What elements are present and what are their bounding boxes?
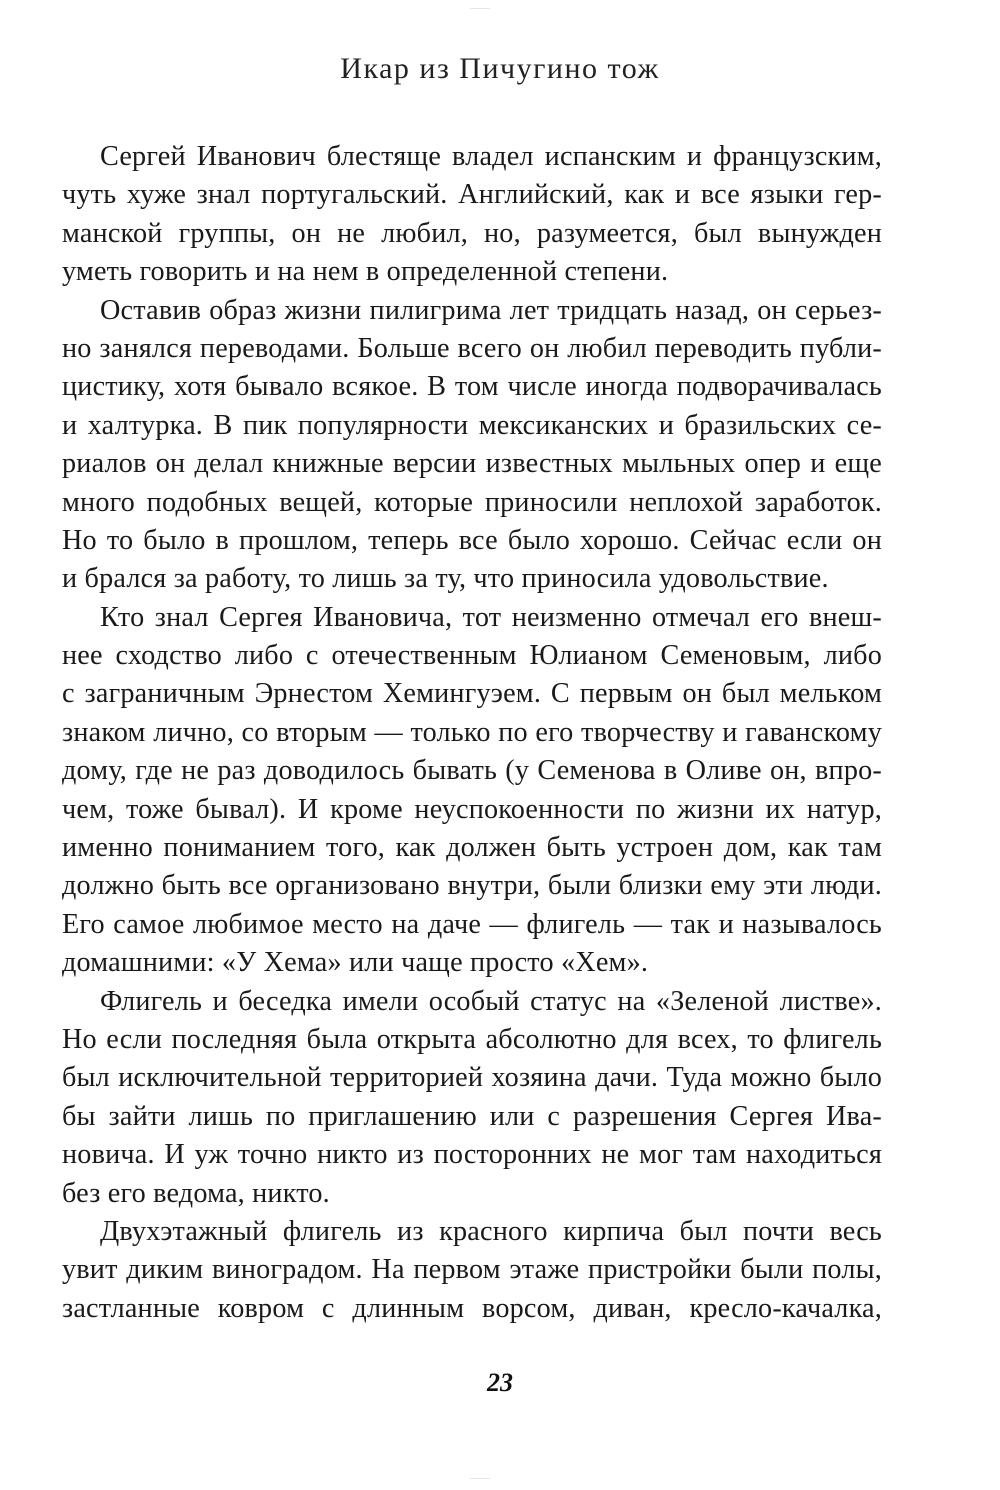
text-line: чем, тоже бывал). И кроме неуспокоенности по жизни их натур, <box>62 793 882 825</box>
page-number: 23 <box>487 1368 513 1397</box>
text-line: много подобных вещей, которые приносили неплохой заработок. <box>62 486 882 518</box>
text-line: уметь говорить и на нем в определенной степени. <box>62 256 669 288</box>
text-line: манской группы, он не любил, но, разумеется, был вынужден <box>62 217 882 249</box>
bottom-margin-mark <box>470 1478 490 1485</box>
text-line: Но то было в прошлом, теперь все было хорошо. Сейчас если он <box>62 524 882 556</box>
text-line: увит диким виноградом. На первом этаже пристройки были полы, <box>62 1254 882 1286</box>
text-line: знаком лично, со вторым — только по его творчеству и гаванскому <box>62 716 882 748</box>
text-line: Но если последняя была открыта абсолютно для всех, то флигель <box>62 1023 882 1055</box>
text-line: и брался за работу, то лишь за ту, что приносила удовольствие. <box>62 563 829 595</box>
text-line: был исключительной территорией хозяина дачи. Туда можно было <box>62 1062 882 1094</box>
text-line: Флигель и беседка имели особый статус на «Зеленой листве». <box>100 985 882 1017</box>
text-line: Двухэтажный флигель из красного кирпича был почти весь <box>100 1215 882 1247</box>
text-line: нее сходство либо с отечественным Юлианом Семеновым, либо <box>62 640 882 672</box>
body-text <box>62 138 882 1328</box>
top-margin-mark <box>470 8 490 15</box>
text-line: должно быть все организовано внутри, были близки ему эти люди. <box>62 870 882 902</box>
text-line: домашними: «У Хема» или чаще просто «Хем». <box>62 947 649 979</box>
text-line: риалов он делал книжные версии известных мыльных опер и еще <box>62 448 882 480</box>
text-line: цистику, хотя бывало всякое. В том числе иногда подворачивалась <box>62 371 882 403</box>
text-line: застланные ковром с длинным ворсом, диван, кресло-качалка, <box>62 1292 882 1324</box>
text-line: чуть хуже знал португальский. Английский, как и все языки гер- <box>62 179 882 211</box>
text-line: без его ведома, никто. <box>62 1177 330 1209</box>
text-line: именно пониманием того, как должен быть устроен дом, как там <box>62 832 882 864</box>
text-line: но занялся переводами. Больше всего он любил переводить публи- <box>62 332 882 364</box>
text-line: дому, где не раз доводилось бывать (у Семенова в Оливе он, впро- <box>62 755 882 787</box>
text-line: новича. И уж точно никто из посторонних не мог там находиться <box>62 1139 882 1171</box>
text-line: с заграничным Эрнестом Хемингуэем. С первым он был мельком <box>62 678 882 710</box>
running-header: Икар из Пичугино тож <box>340 52 660 85</box>
text-line: Его самое любимое место на даче — флигель — так и называлось <box>62 908 882 940</box>
text-line: Оставив образ жизни пилигрима лет тридцать назад, он серьез- <box>100 294 882 326</box>
text-line: и халтурка. В пик популярности мексиканских и бразильских се- <box>62 409 882 441</box>
text-line: Кто знал Сергея Ивановича, тот неизменно отмечал его внеш- <box>100 601 882 633</box>
text-line: Сергей Иванович блестяще владел испанским и французским, <box>100 141 882 172</box>
text-line: бы зайти лишь по приглашению или с разрешения Сергея Ива- <box>62 1100 882 1132</box>
